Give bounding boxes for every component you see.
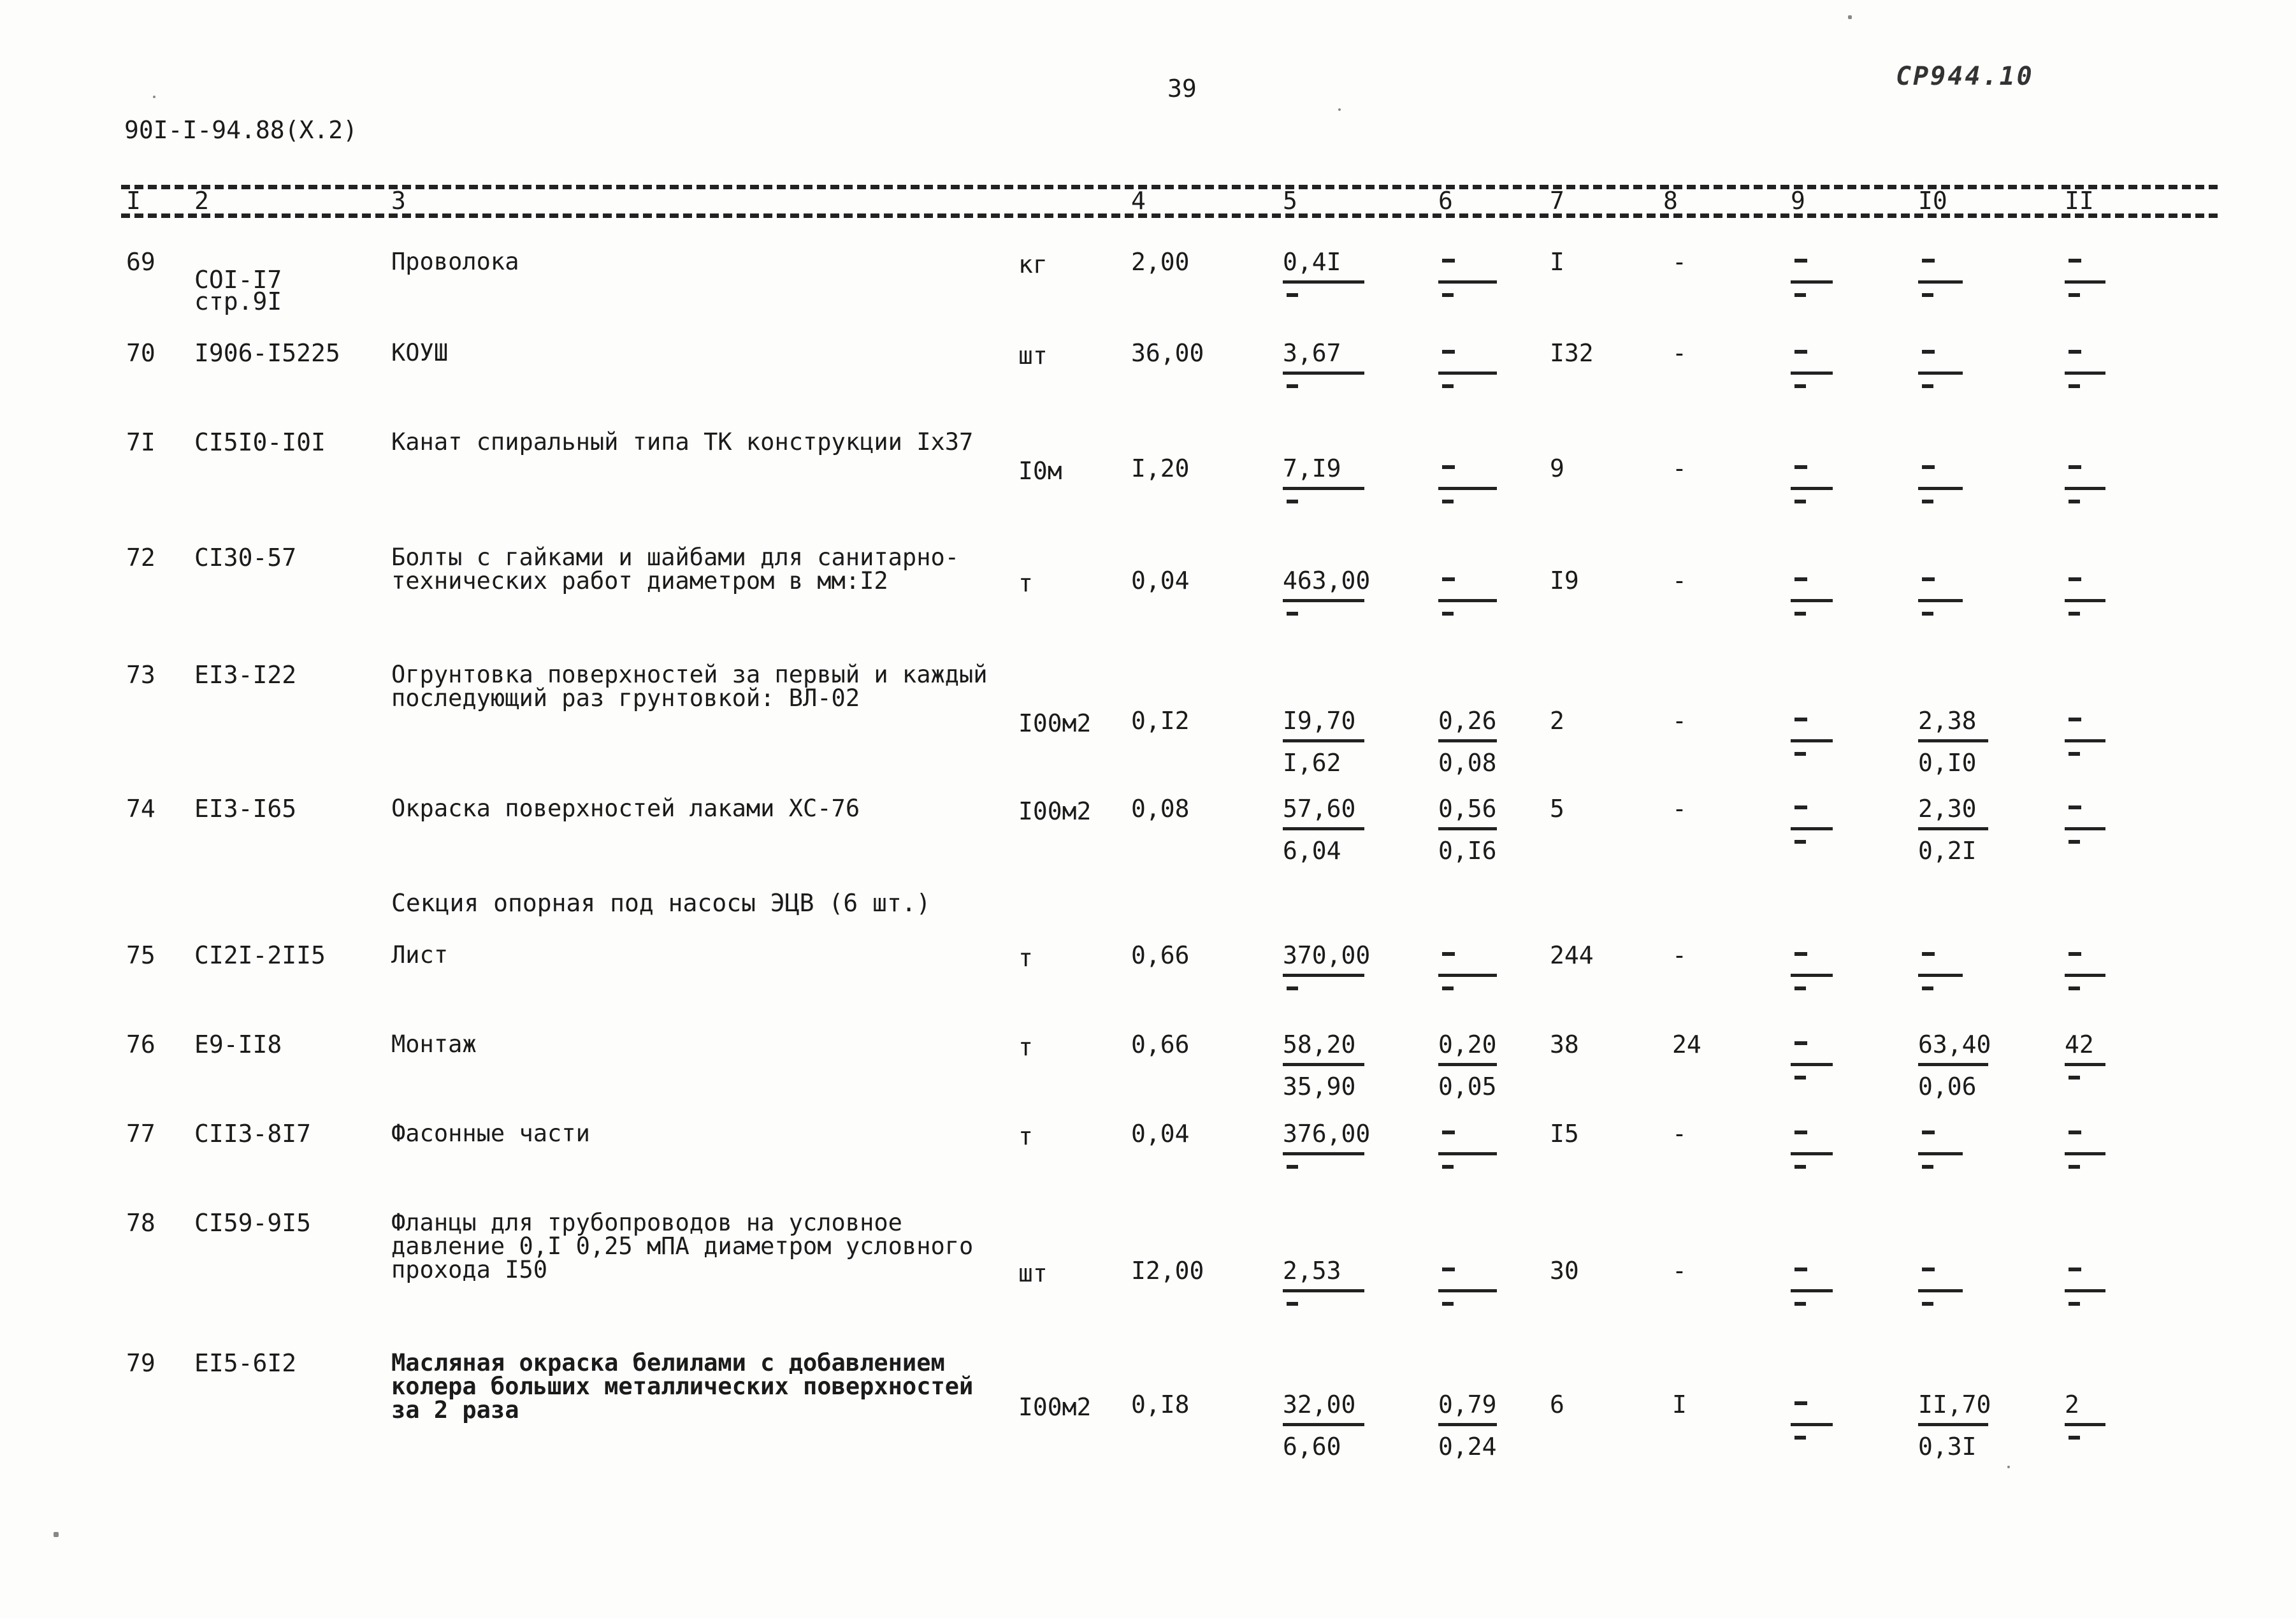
- row-col6-dash-bottom: [1442, 293, 1454, 297]
- row-quantity: 0,I2: [1131, 707, 1190, 735]
- row-col10-divider: [1918, 1423, 1988, 1426]
- row-col9-dash-top: [1794, 259, 1807, 263]
- row-col11-dash-bottom: [2069, 840, 2080, 844]
- row-code-page: стр.9I: [194, 287, 282, 315]
- header-rule-top: [121, 185, 2218, 189]
- row-col6-dash-bottom: [1442, 384, 1454, 388]
- row-col6-divider: [1438, 1152, 1497, 1155]
- row-col10-divider: [1918, 599, 1963, 602]
- column-header-5: 5: [1283, 187, 1297, 215]
- row-col9-divider: [1791, 1423, 1833, 1426]
- row-code: EI3-I65: [194, 795, 297, 823]
- row-code: CI59-9I5: [194, 1209, 312, 1237]
- row-col10-bottom-value: 0,06: [1918, 1073, 1977, 1101]
- row-col8: -: [1672, 1257, 1687, 1285]
- row-col9-dash-bottom: [1794, 1165, 1806, 1169]
- row-col9-dash-bottom: [1794, 612, 1806, 616]
- row-col9-dash-top: [1794, 1401, 1807, 1405]
- row-code: E9-II8: [194, 1030, 282, 1058]
- column-header-9: 9: [1791, 187, 1805, 215]
- row-col9-dash-bottom: [1794, 840, 1806, 844]
- row-col9-divider: [1791, 827, 1833, 830]
- row-col9-divider: [1791, 1289, 1833, 1292]
- row-quantity: 0,I8: [1131, 1390, 1190, 1419]
- row-code: CI5I0-I0I: [194, 428, 326, 456]
- row-col11-dash-bottom: [2069, 986, 2080, 990]
- row-col9-dash-top: [1794, 350, 1807, 354]
- row-col11-dash-bottom: [2069, 1302, 2080, 1306]
- row-col10-bottom-value: 0,3I: [1918, 1433, 1977, 1461]
- row-col5-bottom-value: 6,04: [1283, 837, 1341, 865]
- row-col10-top-value: 2,30: [1918, 795, 1977, 823]
- row-col6-top-value: 0,26: [1438, 707, 1497, 735]
- row-col5-divider: [1283, 1289, 1364, 1292]
- row-number: 78: [126, 1209, 155, 1237]
- section-title: Секция опорная под насосы ЭЦВ (6 шт.): [391, 889, 931, 917]
- row-col5-bottom-value: 35,90: [1283, 1073, 1356, 1101]
- row-col11-dash-top: [2069, 577, 2081, 581]
- row-col10-top-value: II,70: [1918, 1390, 1991, 1419]
- series-code: 90I-I-94.88(X.2): [124, 116, 358, 144]
- row-col11-divider: [2065, 739, 2105, 742]
- row-col6-divider: [1438, 487, 1497, 490]
- row-col6-divider: [1438, 1289, 1497, 1292]
- row-col11-dash-top: [2069, 718, 2081, 721]
- row-col10-dash-bottom: [1922, 612, 1933, 616]
- row-col8: I: [1672, 1390, 1687, 1419]
- row-col5-divider: [1283, 827, 1364, 830]
- row-quantity: 0,04: [1131, 567, 1190, 595]
- row-unit: шт: [1018, 1259, 1048, 1287]
- row-col11-dash-top: [2069, 350, 2081, 354]
- row-col5-dash-bottom: [1287, 384, 1298, 388]
- row-col9-dash-bottom: [1794, 1436, 1806, 1440]
- row-col7: 38: [1550, 1030, 1579, 1058]
- row-col5-top-value: 463,00: [1283, 567, 1371, 595]
- row-col8: -: [1672, 941, 1687, 969]
- column-header-4: 4: [1131, 187, 1146, 215]
- row-col11-dash-top: [2069, 465, 2081, 469]
- row-quantity: 0,66: [1131, 941, 1190, 969]
- row-col10-dash-bottom: [1922, 986, 1933, 990]
- row-col9-dash-bottom: [1794, 384, 1806, 388]
- column-header-7: 7: [1550, 187, 1564, 215]
- row-col7: I32: [1550, 339, 1594, 367]
- row-col5-divider: [1283, 487, 1364, 490]
- row-col11-divider: [2065, 1289, 2105, 1292]
- row-name: Канат спиральный типа ТК конструкции Iх37: [391, 428, 974, 456]
- row-col9-dash-bottom: [1794, 1076, 1806, 1080]
- row-col10-divider: [1918, 739, 1988, 742]
- row-col10-dash-top: [1922, 1268, 1935, 1271]
- row-col6-bottom-value: 0,24: [1438, 1433, 1497, 1461]
- row-col11-divider: [2065, 827, 2105, 830]
- row-col7: 2: [1550, 707, 1564, 735]
- row-col5-divider: [1283, 974, 1364, 977]
- row-col9-divider: [1791, 487, 1833, 490]
- row-col9-dash-top: [1794, 1130, 1807, 1134]
- row-col11-divider: [2065, 487, 2105, 490]
- row-name: Болты с гайками и шайбами для санитарно-технических работ диаметром в мм:I2: [391, 544, 960, 595]
- page-number: 39: [1167, 75, 1197, 103]
- column-header-10: I0: [1918, 187, 1947, 215]
- row-col10-divider: [1918, 1063, 1988, 1066]
- row-col5-top-value: 57,60: [1283, 795, 1356, 823]
- row-col6-divider: [1438, 827, 1497, 830]
- row-quantity: 2,00: [1131, 248, 1190, 276]
- row-name: Проволока: [391, 248, 519, 275]
- row-col11-top-value: 42: [2065, 1030, 2094, 1058]
- row-col9-dash-top: [1794, 1268, 1807, 1271]
- row-col10-dash-top: [1922, 465, 1935, 469]
- row-col6-dash-bottom: [1442, 1302, 1454, 1306]
- row-col9-dash-top: [1794, 1041, 1807, 1045]
- row-col8: -: [1672, 248, 1687, 276]
- row-col6-divider: [1438, 280, 1497, 284]
- row-number: 77: [126, 1120, 155, 1148]
- row-col7: 6: [1550, 1390, 1564, 1419]
- row-col8: -: [1672, 795, 1687, 823]
- row-col11-dash-bottom: [2069, 500, 2080, 503]
- row-col11-dash-bottom: [2069, 1436, 2080, 1440]
- row-col8: -: [1672, 567, 1687, 595]
- row-col10-divider: [1918, 1289, 1963, 1292]
- row-col11-dash-bottom: [2069, 384, 2080, 388]
- column-header-6: 6: [1438, 187, 1453, 215]
- row-col10-divider: [1918, 372, 1963, 375]
- row-number: 76: [126, 1030, 155, 1058]
- row-number: 7I: [126, 428, 155, 456]
- row-code: CII3-8I7: [194, 1120, 312, 1148]
- row-col9-dash-bottom: [1794, 752, 1806, 756]
- row-col6-bottom-value: 0,08: [1438, 749, 1497, 777]
- column-header-8: 8: [1663, 187, 1678, 215]
- row-unit: I00м2: [1018, 709, 1092, 737]
- row-col6-dash-top: [1442, 577, 1455, 581]
- header-rule-bottom: [121, 213, 2218, 218]
- row-col11-divider: [2065, 974, 2105, 977]
- row-col9-dash-bottom: [1794, 986, 1806, 990]
- row-quantity: 0,66: [1131, 1030, 1190, 1058]
- row-col10-divider: [1918, 827, 1988, 830]
- row-col7: I5: [1550, 1120, 1579, 1148]
- row-col6-dash-top: [1442, 465, 1455, 469]
- row-col10-top-value: 63,40: [1918, 1030, 1991, 1058]
- row-col8: -: [1672, 454, 1687, 482]
- row-col5-divider: [1283, 1063, 1364, 1066]
- row-col6-bottom-value: 0,05: [1438, 1073, 1497, 1101]
- row-col6-top-value: 0,56: [1438, 795, 1497, 823]
- row-col10-divider: [1918, 487, 1963, 490]
- row-col9-dash-top: [1794, 465, 1807, 469]
- row-name: Лист: [391, 941, 449, 969]
- row-col9-divider: [1791, 372, 1833, 375]
- row-unit: т: [1018, 944, 1033, 972]
- row-col9-dash-bottom: [1794, 293, 1806, 297]
- row-col10-dash-top: [1922, 1130, 1935, 1134]
- document-code: СР944.10: [1896, 62, 2034, 91]
- row-col7: 9: [1550, 454, 1564, 482]
- row-name: Фасонные части: [391, 1120, 590, 1147]
- column-header-2: 2: [194, 187, 209, 215]
- row-number: 75: [126, 941, 155, 969]
- row-col5-divider: [1283, 372, 1364, 375]
- row-code: I906-I5225: [194, 339, 340, 367]
- row-col11-dash-bottom: [2069, 752, 2080, 756]
- row-col9-divider: [1791, 1152, 1833, 1155]
- row-unit: т: [1018, 1033, 1033, 1061]
- row-col5-dash-bottom: [1287, 293, 1298, 297]
- row-col5-top-value: 7,I9: [1283, 454, 1341, 482]
- row-col11-divider: [2065, 1152, 2105, 1155]
- row-col11-dash-top: [2069, 259, 2081, 263]
- row-col6-dash-bottom: [1442, 986, 1454, 990]
- row-number: 69: [126, 248, 155, 276]
- row-name: Фланцы для трубопроводов на условное давление 0,I 0,25 мПА диаметром условного прохода I50: [391, 1209, 974, 1283]
- row-col11-dash-bottom: [2069, 1165, 2080, 1169]
- row-col8: -: [1672, 339, 1687, 367]
- row-col5-dash-bottom: [1287, 500, 1298, 503]
- row-col11-divider: [2065, 372, 2105, 375]
- row-quantity: I,20: [1131, 454, 1190, 482]
- row-col7: 30: [1550, 1257, 1579, 1285]
- row-col6-divider: [1438, 1063, 1497, 1066]
- row-col10-divider: [1918, 1152, 1963, 1155]
- row-col10-divider: [1918, 974, 1963, 977]
- row-col11-dash-bottom: [2069, 612, 2080, 616]
- row-col5-dash-bottom: [1287, 1165, 1298, 1169]
- row-col6-divider: [1438, 1423, 1497, 1426]
- row-col11-dash-top: [2069, 952, 2081, 956]
- row-col5-top-value: 376,00: [1283, 1120, 1371, 1148]
- row-col5-bottom-value: 6,60: [1283, 1433, 1341, 1461]
- row-col10-bottom-value: 0,2I: [1918, 837, 1977, 865]
- row-col7: 5: [1550, 795, 1564, 823]
- row-col8: -: [1672, 707, 1687, 735]
- row-col10-dash-bottom: [1922, 500, 1933, 503]
- row-col5-top-value: 32,00: [1283, 1390, 1356, 1419]
- row-number: 72: [126, 544, 155, 572]
- row-name: КОУШ: [391, 339, 449, 366]
- row-name: Огрунтовка поверхностей за первый и каждый последующий раз грунтовкой: ВЛ-02: [391, 661, 988, 712]
- row-col10-dash-bottom: [1922, 1302, 1933, 1306]
- row-col9-divider: [1791, 974, 1833, 977]
- row-col6-top-value: 0,20: [1438, 1030, 1497, 1058]
- row-col11-dash-top: [2069, 1130, 2081, 1134]
- row-col10-divider: [1918, 280, 1963, 284]
- row-col10-dash-bottom: [1922, 1165, 1933, 1169]
- row-col10-dash-top: [1922, 350, 1935, 354]
- row-col5-dash-bottom: [1287, 986, 1298, 990]
- column-header-1: I: [126, 187, 141, 215]
- row-col5-top-value: 0,4I: [1283, 248, 1341, 276]
- row-quantity: 36,00: [1131, 339, 1204, 367]
- row-col5-top-value: 3,67: [1283, 339, 1341, 367]
- row-quantity: I2,00: [1131, 1257, 1204, 1285]
- row-col6-dash-bottom: [1442, 500, 1454, 503]
- row-code: EI5-6I2: [194, 1349, 297, 1377]
- row-unit: т: [1018, 1122, 1033, 1150]
- row-unit: I0м: [1018, 457, 1062, 485]
- row-col5-bottom-value: I,62: [1283, 749, 1341, 777]
- row-col11-divider: [2065, 1423, 2105, 1426]
- row-col5-divider: [1283, 599, 1364, 602]
- row-col11-dash-top: [2069, 1268, 2081, 1271]
- row-col6-dash-top: [1442, 350, 1455, 354]
- row-col10-dash-bottom: [1922, 384, 1933, 388]
- row-col6-dash-top: [1442, 1268, 1455, 1271]
- row-col5-dash-bottom: [1287, 1302, 1298, 1306]
- row-col11-dash-top: [2069, 805, 2081, 809]
- row-col5-divider: [1283, 739, 1364, 742]
- row-col6-dash-bottom: [1442, 1165, 1454, 1169]
- row-unit: шт: [1018, 342, 1048, 370]
- column-header-11: II: [2065, 187, 2094, 215]
- row-col7: I: [1550, 248, 1564, 276]
- row-col7: 244: [1550, 941, 1594, 969]
- row-col5-divider: [1283, 1152, 1364, 1155]
- row-unit: кг: [1018, 250, 1048, 278]
- row-code: EI3-I22: [194, 661, 297, 689]
- row-col6-dash-bottom: [1442, 612, 1454, 616]
- row-col5-top-value: 2,53: [1283, 1257, 1341, 1285]
- row-col5-top-value: I9,70: [1283, 707, 1356, 735]
- row-col6-divider: [1438, 599, 1497, 602]
- row-col5-divider: [1283, 1423, 1364, 1426]
- row-col10-dash-top: [1922, 259, 1935, 263]
- row-col9-divider: [1791, 599, 1833, 602]
- row-col11-top-value: 2: [2065, 1390, 2079, 1419]
- row-col11-divider: [2065, 1063, 2105, 1066]
- row-number: 73: [126, 661, 155, 689]
- row-col9-divider: [1791, 739, 1833, 742]
- row-col9-divider: [1791, 1063, 1833, 1066]
- row-number: 74: [126, 795, 155, 823]
- row-number: 79: [126, 1349, 155, 1377]
- row-code: CI2I-2II5: [194, 941, 326, 969]
- row-col5-dash-bottom: [1287, 612, 1298, 616]
- row-col9-dash-bottom: [1794, 500, 1806, 503]
- row-col6-divider: [1438, 372, 1497, 375]
- row-col9-dash-top: [1794, 805, 1807, 809]
- row-col5-top-value: 370,00: [1283, 941, 1371, 969]
- row-col6-bottom-value: 0,I6: [1438, 837, 1497, 865]
- row-col9-dash-top: [1794, 577, 1807, 581]
- column-header-3: 3: [391, 187, 406, 215]
- row-col10-bottom-value: 0,I0: [1918, 749, 1977, 777]
- row-quantity: 0,04: [1131, 1120, 1190, 1148]
- row-name: Монтаж: [391, 1030, 477, 1058]
- row-col9-dash-top: [1794, 718, 1807, 721]
- row-unit: I00м2: [1018, 1393, 1092, 1421]
- row-code: CI30-57: [194, 544, 297, 572]
- row-col9-divider: [1791, 280, 1833, 284]
- row-number: 70: [126, 339, 155, 367]
- row-col6-dash-top: [1442, 1130, 1455, 1134]
- row-col6-dash-top: [1442, 259, 1455, 263]
- row-unit: I00м2: [1018, 797, 1092, 825]
- row-col11-dash-bottom: [2069, 1076, 2080, 1080]
- row-col9-dash-top: [1794, 952, 1807, 956]
- row-col9-dash-bottom: [1794, 1302, 1806, 1306]
- row-col6-divider: [1438, 739, 1497, 742]
- row-col8: -: [1672, 1120, 1687, 1148]
- row-col10-dash-bottom: [1922, 293, 1933, 297]
- row-col11-dash-bottom: [2069, 293, 2080, 297]
- row-code: COI-I7: [194, 266, 282, 294]
- row-quantity: 0,08: [1131, 795, 1190, 823]
- row-name: Масляная окраска белилами с добавлением колера больших металлических поверхностей за 2 раза: [391, 1349, 974, 1424]
- row-col6-dash-top: [1442, 952, 1455, 956]
- row-col5-top-value: 58,20: [1283, 1030, 1356, 1058]
- row-col7: I9: [1550, 567, 1579, 595]
- row-col11-divider: [2065, 599, 2105, 602]
- row-name: Окраска поверхностей лаками ХС-76: [391, 795, 860, 822]
- row-col6-divider: [1438, 974, 1497, 977]
- row-col8: 24: [1672, 1030, 1701, 1058]
- row-unit: т: [1018, 569, 1033, 597]
- row-col10-top-value: 2,38: [1918, 707, 1977, 735]
- row-col11-divider: [2065, 280, 2105, 284]
- row-col10-dash-top: [1922, 577, 1935, 581]
- row-col10-dash-top: [1922, 952, 1935, 956]
- row-col5-divider: [1283, 280, 1364, 284]
- row-col6-top-value: 0,79: [1438, 1390, 1497, 1419]
